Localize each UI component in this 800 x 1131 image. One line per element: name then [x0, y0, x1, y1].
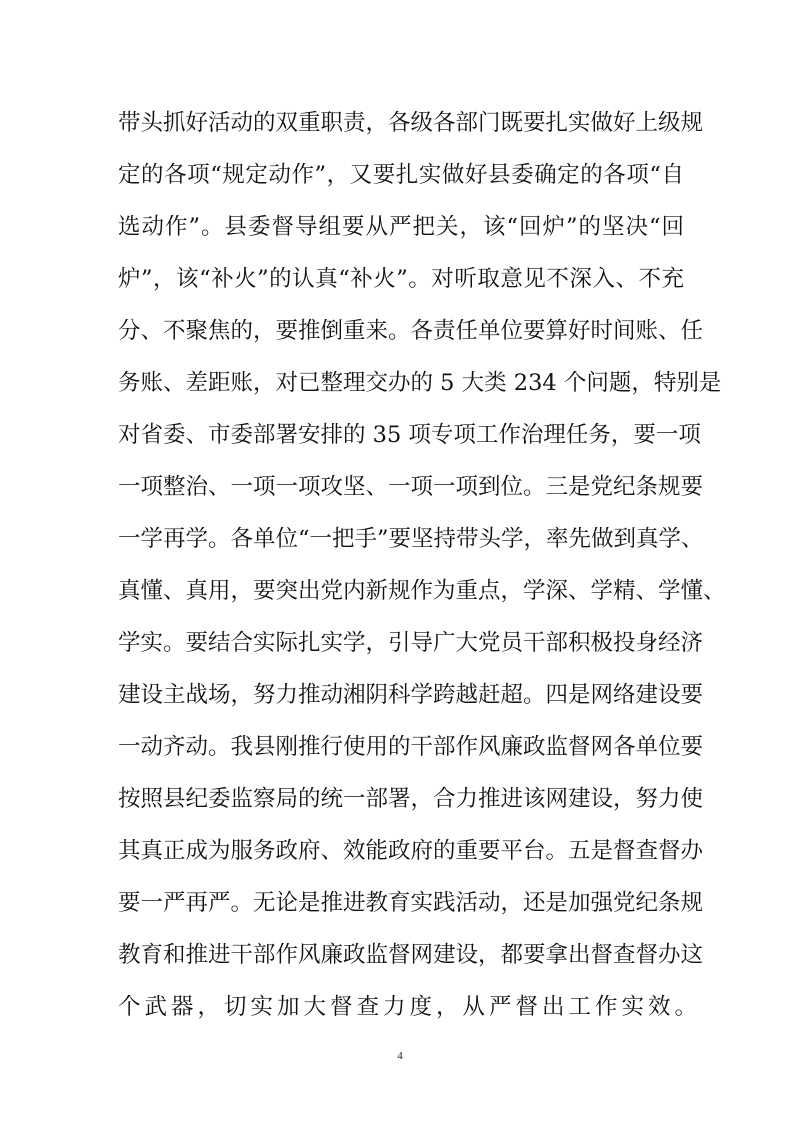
body-paragraph: [118, 97, 726, 1033]
text-line-3: 选动作”。县委督导组要从严把关，该“回炉”的坚决“回: [118, 214, 684, 240]
text-line-6: 务账、差距账，对已整理交办的 5 大类 234 个问题，特别是: [118, 370, 722, 396]
text-line-14: 按照县纪委监察局的统一部署，合力推进该网建设，努力使: [118, 786, 704, 812]
text-line-4: 炉”，该“补火”的认真“补火”。对听取意见不深入、不充: [118, 266, 684, 292]
text-line-8: 一项整治、一项一项攻坚、一项一项到位。三是党纪条规要: [118, 474, 704, 500]
text-line-16: 要一严再严。无论是推进教育实践活动，还是加强党纪条规: [118, 890, 704, 916]
text-line-17: 教育和推进干部作风廉政监督网建设，都要拿出督查督办这: [118, 942, 704, 968]
page-number: 4: [397, 1050, 403, 1062]
text-line-12: 建设主战场，努力推动湘阴科学跨越赶超。四是网络建设要: [118, 682, 704, 708]
text-line-10: 真懂、真用，要突出党内新规作为重点，学深、学精、学懂、: [118, 578, 726, 604]
text-line-18: 个武器，切实加大督查力度，从严督出工作实效。: [118, 994, 702, 1020]
text-line-5: 分、不聚焦的，要推倒重来。各责任单位要算好时间账、任: [118, 318, 704, 344]
text-line-13: 一动齐动。我县刚推行使用的干部作风廉政监督网各单位要: [118, 734, 704, 760]
text-line-1: 带头抓好活动的双重职责，各级各部门既要扎实做好上级规: [118, 110, 704, 136]
text-line-15: 其真正成为服务政府、效能政府的重要平台。五是督查督办: [118, 838, 704, 864]
text-line-9: 一学再学。各单位“一把手”要坚持带头学，率先做到真学、: [118, 526, 704, 552]
text-line-7: 对省委、市委部署安排的 35 项专项工作治理任务，要一项: [118, 422, 701, 448]
text-line-2: 定的各项“规定动作”，又要扎实做好县委确定的各项“自: [118, 162, 684, 188]
text-line-11: 学实。要结合实际扎实学，引导广大党员干部积极投身经济: [118, 630, 704, 656]
